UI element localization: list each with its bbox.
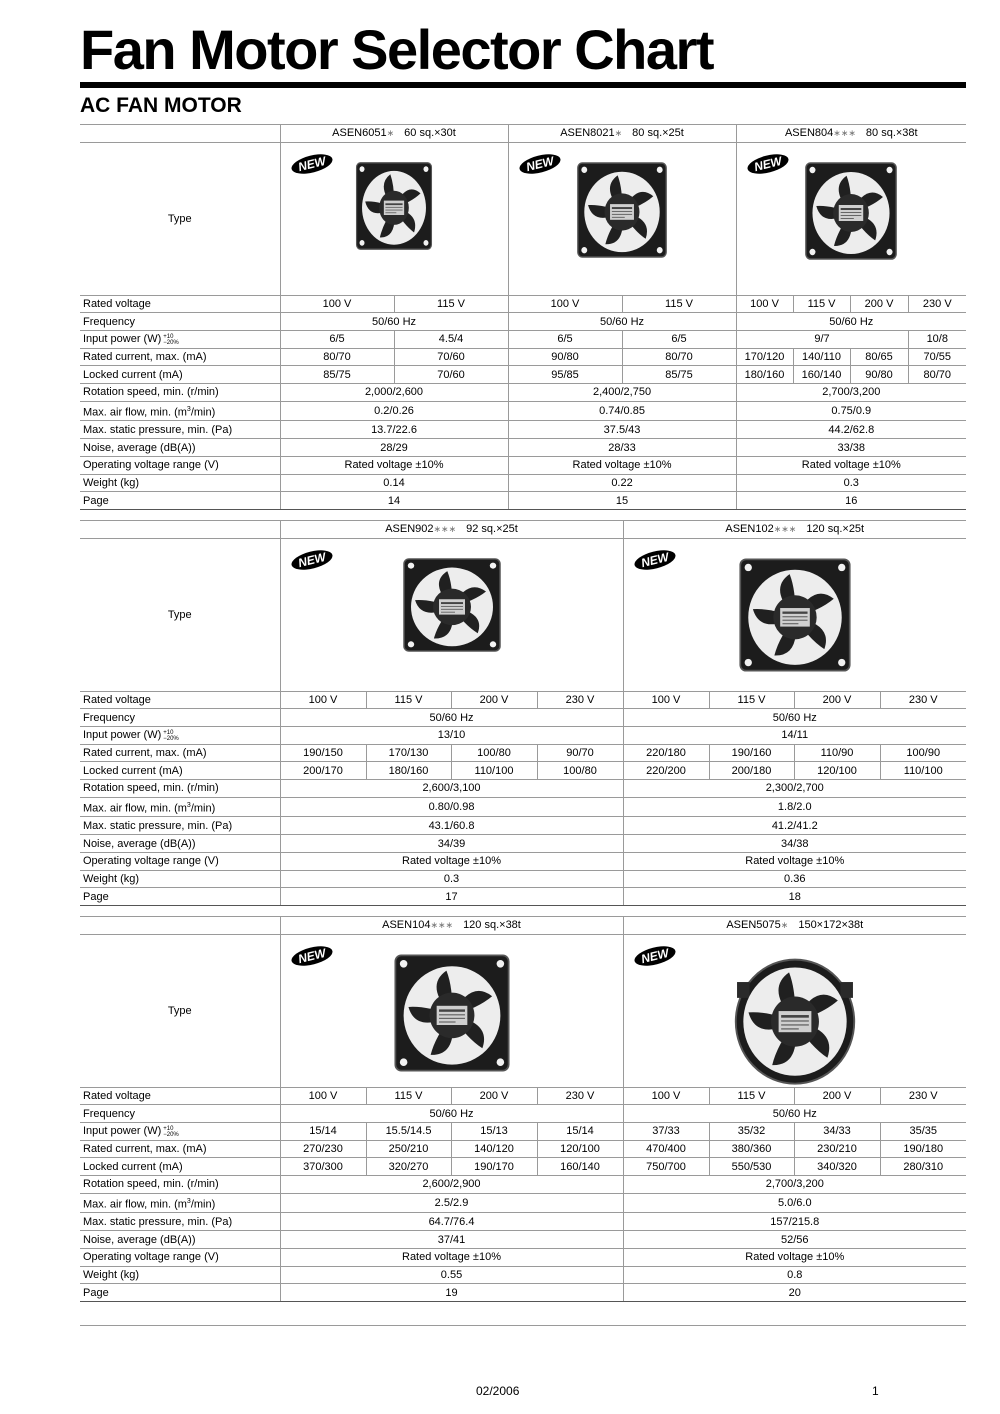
- fan-motor-image: [402, 557, 502, 653]
- model-header: ASEN6051∗ 60 sq.×30t: [280, 125, 508, 143]
- table-row: Rotation speed, min. (r/min) 2,600/2,900 2,700/3,200: [80, 1176, 966, 1194]
- product-image-cell: [280, 934, 623, 1087]
- fan-motor-image: [355, 161, 433, 251]
- table-row: Locked current (mA) 85/75 70/60 95/85 85/75 180/160 160/140 90/80 80/70: [80, 366, 966, 384]
- row-label-type: Type: [80, 538, 280, 691]
- table-row: Rated current, max. (mA) 190/150 170/130 100/80 90/70 220/180 190/160 110/90 100/90: [80, 744, 966, 762]
- table-row: Locked current (mA) 200/170 180/160 110/100 100/80 220/200 200/180 120/100 110/100: [80, 762, 966, 780]
- table-row: Max. static pressure, min. (Pa) 64.7/76.4 157/215.8: [80, 1213, 966, 1231]
- page-number: 1: [872, 1384, 879, 1398]
- new-badge-icon: [517, 153, 563, 175]
- table-row: Input power (W) +10 −20% 6/5 4.5/4 6/5 6/5 9/7 10/8: [80, 331, 966, 349]
- svg-text:NEW: NEW: [524, 153, 555, 174]
- model-header-row: [80, 125, 966, 143]
- model-header: ASEN104∗∗∗ 120 sq.×38t: [280, 917, 623, 935]
- svg-text:NEW: NEW: [752, 153, 783, 174]
- table-row: Frequency 50/60 Hz 50/60 Hz 50/60 Hz: [80, 313, 966, 331]
- fan-motor-image: [804, 161, 898, 261]
- row-label-type: Type: [80, 934, 280, 1087]
- table-row: Noise, average (dB(A)) 28/29 28/33 33/38: [80, 439, 966, 457]
- table-row: Page 14 15 16: [80, 492, 966, 510]
- table-row: Frequency 50/60 Hz 50/60 Hz: [80, 709, 966, 727]
- fan-motor-image: [738, 557, 852, 673]
- table-row: Frequency 50/60 Hz 50/60 Hz: [80, 1105, 966, 1123]
- new-badge-icon: [289, 945, 335, 967]
- table-row: Page 17 18: [80, 888, 966, 906]
- row-label-type: Type: [80, 142, 280, 295]
- table-row: Max. air flow, min. $(m^3/\min)$ 2.5/2.9 5.0/6.0: [80, 1193, 966, 1213]
- product-image-cell: [280, 538, 623, 691]
- fan-motor-image: [576, 161, 668, 259]
- product-image-cell: [623, 934, 966, 1087]
- table-row: Rated voltage 100 V 115 V 200 V 230 V 100 V 115 V 200 V 230 V: [80, 691, 966, 709]
- table-row: Max. static pressure, min. (Pa) 43.1/60.8 41.2/41.2: [80, 817, 966, 835]
- table-row: Operating voltage range (V) Rated voltage ±10% Rated voltage ±10%: [80, 1248, 966, 1266]
- type-image-row: [80, 538, 966, 691]
- spec-table-3: [80, 916, 966, 1302]
- table-row: Operating voltage range (V) Rated voltage ±10% Rated voltage ±10% Rated voltage ±10%: [80, 456, 966, 474]
- table-row: Max. static pressure, min. (Pa) 13.7/22.6 37.5/43 44.2/62.8: [80, 421, 966, 439]
- new-badge-icon: [632, 945, 678, 967]
- spec-table-2: [80, 520, 966, 906]
- fan-motor-image: [732, 953, 858, 1085]
- svg-text:NEW: NEW: [296, 153, 327, 174]
- table-row: Operating voltage range (V) Rated voltage ±10% Rated voltage ±10%: [80, 852, 966, 870]
- model-header: ASEN804∗∗∗ 80 sq.×38t: [736, 125, 966, 143]
- table-row: Rated voltage 100 V 115 V 100 V 115 V 100 V 115 V 200 V 230 V: [80, 295, 966, 313]
- model-header: ASEN902∗∗∗ 92 sq.×25t: [280, 521, 623, 539]
- new-badge-icon: [632, 549, 678, 571]
- new-badge-icon: [289, 549, 335, 571]
- svg-text:NEW: NEW: [296, 945, 327, 966]
- svg-text:NEW: NEW: [296, 549, 327, 570]
- table-row: Rated current, max. (mA) 80/70 70/60 90/80 80/70 170/120 140/110 80/65 70/55: [80, 348, 966, 366]
- spec-table-1: [80, 124, 966, 510]
- model-header: ASEN8021∗ 80 sq.×25t: [508, 125, 736, 143]
- type-image-row: [80, 142, 966, 295]
- type-image-row: [80, 934, 966, 1087]
- table-row: Weight (kg) 0.14 0.22 0.3: [80, 474, 966, 492]
- model-header-row: [80, 521, 966, 539]
- table-row: Rated current, max. (mA) 270/230 250/210 140/120 120/100 470/400 380/360 230/210 190/180: [80, 1140, 966, 1158]
- table-row: Rated voltage 100 V 115 V 200 V 230 V 100 V 115 V 200 V 230 V: [80, 1087, 966, 1105]
- table-row: Page 19 20: [80, 1284, 966, 1302]
- new-badge-icon: [745, 153, 791, 175]
- table-row: Input power (W) +10 −20% 15/14 15.5/14.5 15/13 15/14 37/33 35/32 34/33 35/35: [80, 1123, 966, 1141]
- title-rule: [80, 82, 966, 88]
- table-row: Input power (W) +10 −20% 13/10 14/11: [80, 727, 966, 745]
- product-image-cell: [623, 538, 966, 691]
- page-title: Fan Motor Selector Chart: [80, 18, 713, 81]
- model-header: ASEN102∗∗∗ 120 sq.×25t: [623, 521, 966, 539]
- table-row: Weight (kg) 0.55 0.8: [80, 1266, 966, 1284]
- new-badge-icon: [289, 153, 335, 175]
- product-image-cell: [736, 142, 966, 295]
- product-image-cell: [280, 142, 508, 295]
- product-image-cell: [508, 142, 736, 295]
- svg-text:NEW: NEW: [639, 549, 670, 570]
- table-row: Max. air flow, min. $(m^3/\min)$ 0.80/0.98 1.8/2.0: [80, 797, 966, 817]
- bottom-rule: [80, 1325, 966, 1326]
- table-row: Locked current (mA) 370/300 320/270 190/170 160/140 750/700 550/530 340/320 280/310: [80, 1158, 966, 1176]
- table-row: Noise, average (dB(A)) 37/41 52/56: [80, 1231, 966, 1249]
- table-row: Rotation speed, min. (r/min) 2,600/3,100 2,300/2,700: [80, 780, 966, 798]
- table-row: Weight (kg) 0.3 0.36: [80, 870, 966, 888]
- model-header-row: [80, 917, 966, 935]
- table-row: Rotation speed, min. (r/min) 2,000/2,600 2,400/2,750 2,700/3,200: [80, 384, 966, 402]
- section-title: AC FAN MOTOR: [80, 94, 242, 117]
- table-row: Noise, average (dB(A)) 34/39 34/38: [80, 835, 966, 853]
- fan-motor-image: [393, 953, 511, 1073]
- svg-text:NEW: NEW: [639, 945, 670, 966]
- footer-date: 02/2006: [476, 1384, 520, 1398]
- model-header: ASEN5075∗ 150×172×38t: [623, 917, 966, 935]
- table-row: Max. air flow, min. $(m^3/\min)$ 0.2/0.26 0.74/0.85 0.75/0.9: [80, 401, 966, 421]
